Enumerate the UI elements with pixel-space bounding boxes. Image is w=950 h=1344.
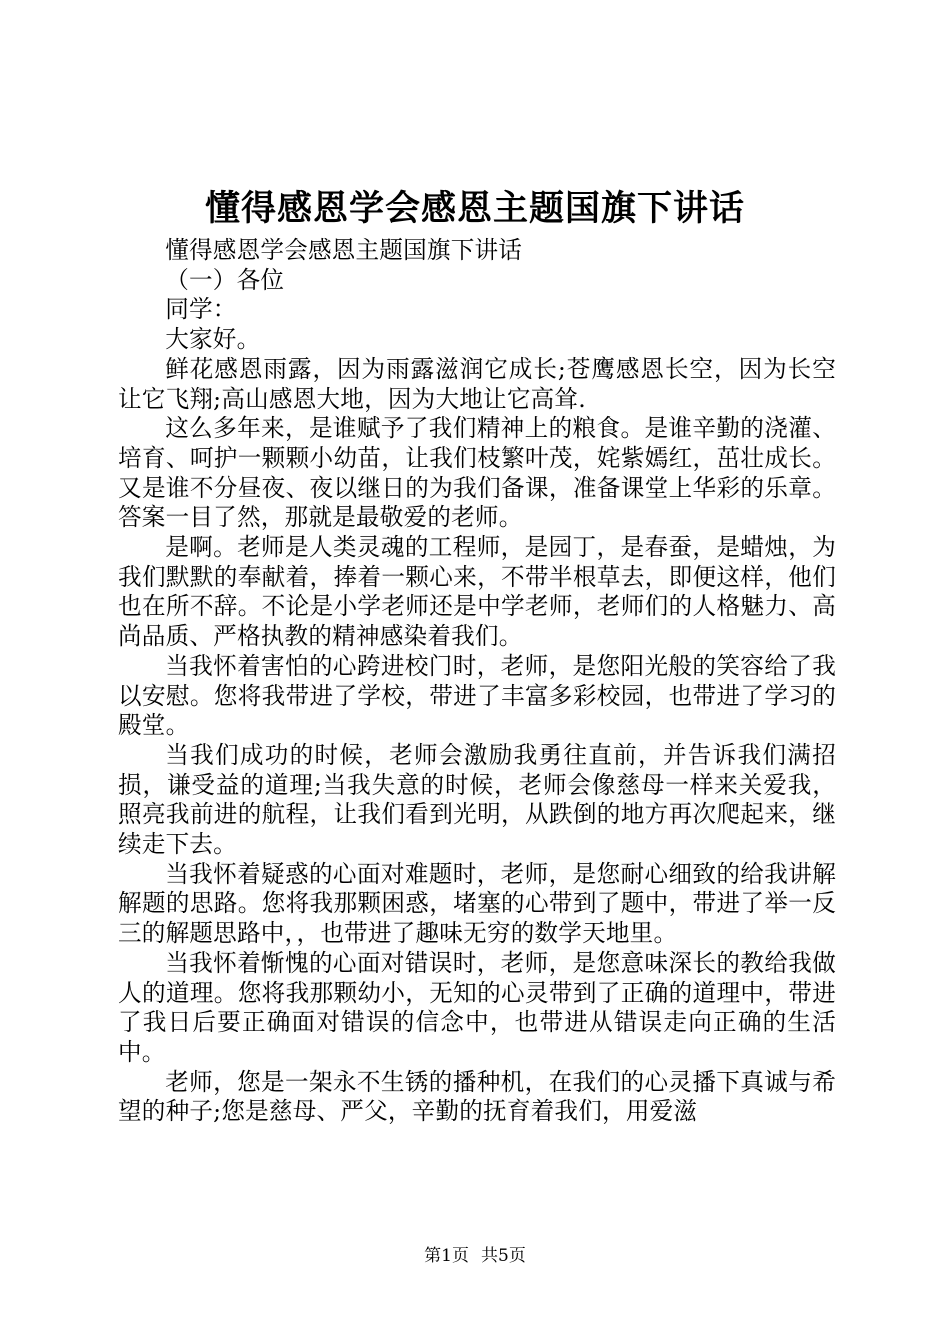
paragraph: （一）各位: [165, 265, 285, 294]
paragraph: 当我怀着害怕的心跨进校门时，老师，是您阳光般的笑容给了我以安慰。您将我带进了学校，带进了丰富多彩校园，也带进了学习的殿堂。: [118, 651, 836, 740]
page-footer: [0, 1244, 950, 1268]
page-number-current: 第1页: [424, 1246, 469, 1266]
paragraph: 当我怀着疑惑的心面对难题时，老师，是您耐心细致的给我讲解解题的思路。您将我那颗困惑，堵塞的心带到了题中，带进了举一反三的解题思路中，，也带进了趣味无穷的数学天地里。: [118, 859, 836, 948]
paragraph: 老师，您是一架永不生锈的播种机，在我们的心灵播下真诚与希望的种子;您是慈母、严父，辛勤的抚育着我们，用爱滋: [118, 1067, 836, 1126]
paragraph: 大家好。: [165, 325, 261, 354]
paragraph: 懂得感恩学会感恩主题国旗下讲话: [165, 236, 523, 264]
paragraph: 当我怀着惭愧的心面对错误时，老师，是您意味深长的教给我做人的道理。您将我那颗幼小，无知的心灵带到了正确的道理中，带进了我日后要正确面对错误的信念中，也带进从错误走向正确的生活中。: [118, 948, 836, 1066]
page-number-total: 共5页: [481, 1246, 526, 1266]
paragraph: 这么多年来，是谁赋予了我们精神上的粮食。是谁辛勤的浇灌、培育、呵护一颗颗小幼苗，让我们枝繁叶茂，姹紫嫣红，茁壮成长。又是谁不分昼夜、夜以继日的为我们备课，准备课堂上华彩的乐章。答案一目了然，那就是最敬爱的老师。: [118, 414, 836, 532]
paragraph: 同学：: [165, 295, 237, 324]
document-body: [118, 236, 836, 1127]
paragraph: 当我们成功的时候，老师会激励我勇往直前，并告诉我们满招损，谦受益的道理;当我失意的时候，老师会像慈母一样来关爱我，照亮我前进的航程，让我们看到光明，从跌倒的地方再次爬起来，继续走下去。: [118, 740, 836, 859]
document-title: 懂得感恩学会感恩主题国旗下讲话: [204, 188, 745, 229]
paragraph: 是啊。老师是人类灵魂的工程师，是园丁，是春蚕，是蜡烛，为我们默默的奉献着，捧着一颗心来，不带半根草去，即便这样，他们也在所不辞。不论是小学老师还是中学老师，老师们的人格魅力、高尚品质、严格执教的精神感染着我们。: [118, 533, 836, 651]
paragraph: 鲜花感恩雨露，因为雨露滋润它成长;苍鹰感恩长空，因为长空让它飞翔;高山感恩大地，因为大地让它高耸.: [118, 354, 836, 413]
